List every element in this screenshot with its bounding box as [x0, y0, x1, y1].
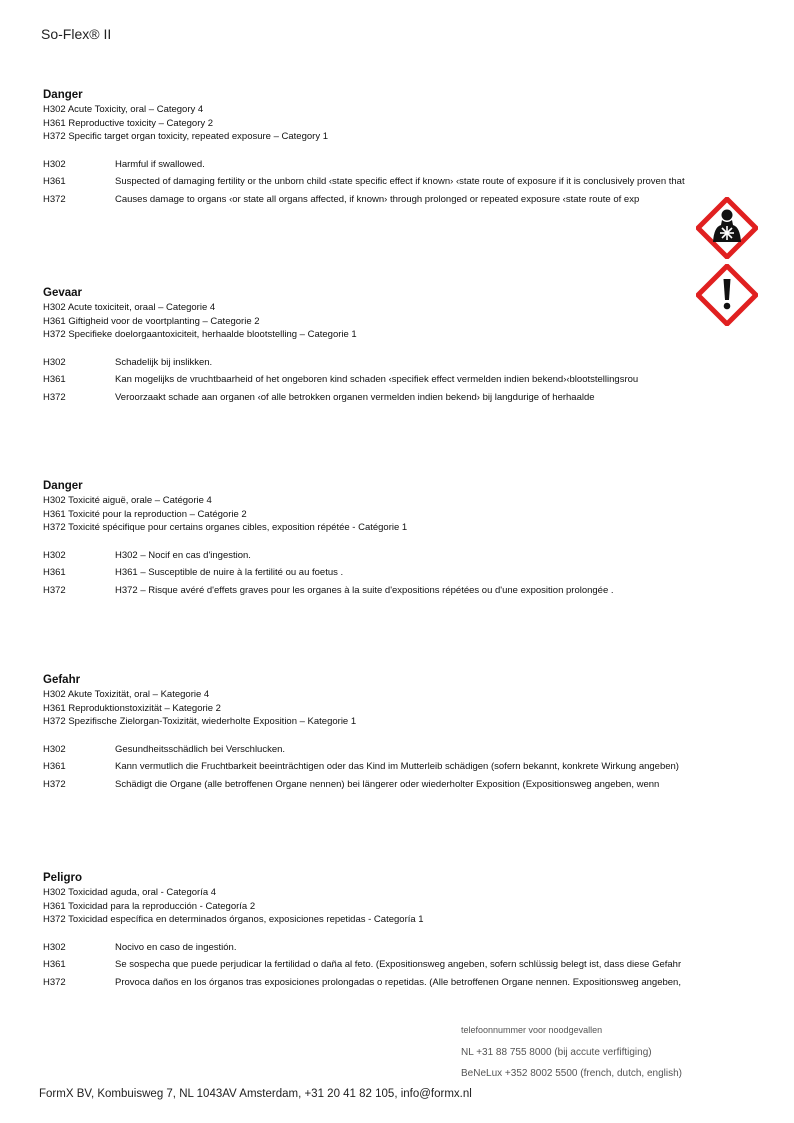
- statement-text: Harmful if swallowed.: [115, 158, 205, 170]
- statement-row: [43, 582, 743, 600]
- statement-code: H361: [43, 176, 66, 187]
- statement-row: [43, 956, 743, 974]
- statement-text: H361 – Susceptible de nuire à la fertilité ou au foetus .: [115, 567, 344, 578]
- statement-text: Nocivo en caso de ingestión.: [115, 941, 237, 953]
- classification-line: H361 Toxicidad para la reproducción - Categoría 2: [43, 900, 256, 912]
- signal-word: Danger: [43, 89, 83, 101]
- classification-line: H372 Specific target organ toxicity, repeated exposure – Category 1: [43, 131, 328, 142]
- classification-line: H302 Toxicidad aguda, oral - Categoría 4: [43, 887, 217, 898]
- statement-code: H372: [43, 391, 66, 403]
- classification-line: H302 Acute toxiciteit, oraal – Categorie 4: [43, 302, 216, 313]
- statement-row: [43, 156, 743, 174]
- statement-text: Suspected of damaging fertility or the unborn child ‹state specific effect if known› ‹state route of exposure if it is conclusively proven that: [115, 176, 685, 187]
- statement-row: [43, 191, 743, 209]
- hazard-statements: [43, 741, 743, 794]
- product-title: So-Flex® II: [41, 26, 112, 42]
- signal-word: Peligro: [43, 872, 82, 884]
- statement-text: Gesundheitsschädlich bei Verschlucken.: [115, 743, 286, 755]
- statement-text: H372 – Risque avéré d'effets graves pour les organes à la suite d'expositions répétées ou d'une exposition prolongée .: [115, 584, 614, 596]
- hazard-section-french: [43, 480, 743, 599]
- statement-row: [43, 564, 743, 582]
- statement-code: H372: [43, 976, 66, 988]
- statement-row: [43, 758, 743, 776]
- statement-text: Veroorzaakt schade aan organen ‹of alle betrokken organen vermelden indien bekend› bij langdurige of herhaalde: [115, 391, 595, 403]
- statement-code: H302: [43, 941, 66, 953]
- emergency-title: telefoonnummer voor noodgevallen: [461, 1025, 603, 1035]
- statement-row: [43, 974, 743, 992]
- statement-code: H302: [43, 356, 66, 368]
- statement-code: H302: [43, 743, 66, 755]
- hazard-statements: [43, 939, 743, 992]
- classification-line: H372 Toxicité spécifique pour certains organes cibles, exposition répétée - Catégorie 1: [43, 522, 408, 533]
- statement-code: H361: [43, 567, 66, 578]
- statement-code: H372: [43, 193, 66, 205]
- statement-text: Kann vermutlich die Fruchtbarkeit beeinträchtigen oder das Kind im Mutterleib schädigen (sofern bekannt, konkrete Wirkung angeben): [115, 761, 679, 772]
- statement-text: Schädigt die Organe (alle betroffenen Organe nennen) bei längerer oder wiederholter Exposition (Expositionsweg angeben, wenn: [115, 778, 660, 790]
- classification-line: H361 Giftigheid voor de voortplanting – Categorie 2: [43, 315, 260, 327]
- statement-code: H372: [43, 778, 66, 790]
- statement-code: H361: [43, 959, 66, 970]
- statement-row: [43, 939, 743, 957]
- signal-word: Gevaar: [43, 287, 83, 299]
- statement-text: Provoca daños en los órganos tras exposiciones prolongadas o repetidas. (Alle betroffenen Organe nennen. Expositionsweg angeben,: [115, 976, 681, 988]
- statement-text: Se sospecha que puede perjudicar la fertilidad o daña al feto. (Expositionsweg angeben, sofern schlüssig belegt ist, dass diese Gefahr: [115, 959, 682, 970]
- classification-line: H302 Akute Toxizität, oral – Kategorie 4: [43, 689, 210, 700]
- emergency-phone-benelux: BeNeLux +352 8002 5500 (french, dutch, english): [461, 1068, 682, 1079]
- emergency-contact: [461, 1025, 682, 1084]
- signal-word: Gefahr: [43, 674, 81, 686]
- emergency-phone-nl: NL +31 88 755 8000 (bij accute verfiftiging): [461, 1047, 652, 1058]
- classification-line: H372 Toxicidad específica en determinados órganos, exposiciones repetidas - Categoría 1: [43, 914, 424, 925]
- classification-line: H372 Spezifische Zielorgan-Toxizität, wiederholte Exposition – Kategorie 1: [43, 716, 357, 727]
- hazard-section-spanish: [43, 872, 743, 991]
- statement-text: Schadelijk bij inslikken.: [115, 356, 213, 368]
- statement-row: [43, 354, 743, 372]
- hazard-statements: [43, 156, 743, 209]
- statement-row: [43, 173, 743, 191]
- statement-row: [43, 776, 743, 794]
- classification-line: H372 Specifieke doelorgaantoxiciteit, herhaalde blootstelling – Categorie 1: [43, 329, 357, 340]
- statement-code: H372: [43, 584, 66, 596]
- hazard-statements: [43, 547, 743, 600]
- statement-row: [43, 389, 743, 407]
- classification-line: H361 Reproductive toxicity – Category 2: [43, 117, 214, 129]
- statement-text: Kan mogelijks de vruchtbaarheid of het ongeboren kind schaden ‹specifiek effect vermelden indien bekend›‹blootstellingsrou: [115, 374, 639, 385]
- hazard-statements: [43, 354, 743, 407]
- statement-code: H361: [43, 761, 66, 772]
- company-footer: FormX BV, Kombuisweg 7, NL 1043AV Amsterdam, +31 20 41 82 105, info@formx.nl: [39, 1088, 472, 1100]
- hazard-section-dutch: [43, 287, 743, 406]
- statement-row: [43, 741, 743, 759]
- statement-row: [43, 371, 743, 389]
- hazard-section-german: [43, 674, 743, 793]
- statement-row: [43, 547, 743, 565]
- statement-code: H302: [43, 158, 66, 170]
- classification-line: H361 Toxicité pour la reproduction – Catégorie 2: [43, 508, 247, 520]
- signal-word: Danger: [43, 480, 83, 492]
- statement-text: Causes damage to organs ‹or state all organs affected, if known› through prolonged or repeated exposure ‹state route of exp: [115, 193, 640, 205]
- statement-code: H361: [43, 374, 66, 385]
- classification-line: H302 Toxicité aiguë, orale – Catégorie 4: [43, 495, 212, 506]
- hazard-section-english: [43, 89, 743, 208]
- classification-line: H361 Reproduktionstoxizität – Kategorie 2: [43, 702, 221, 714]
- statement-code: H302: [43, 549, 66, 561]
- classification-line: H302 Acute Toxicity, oral – Category 4: [43, 104, 204, 115]
- statement-text: H302 – Nocif en cas d'ingestion.: [115, 549, 251, 561]
